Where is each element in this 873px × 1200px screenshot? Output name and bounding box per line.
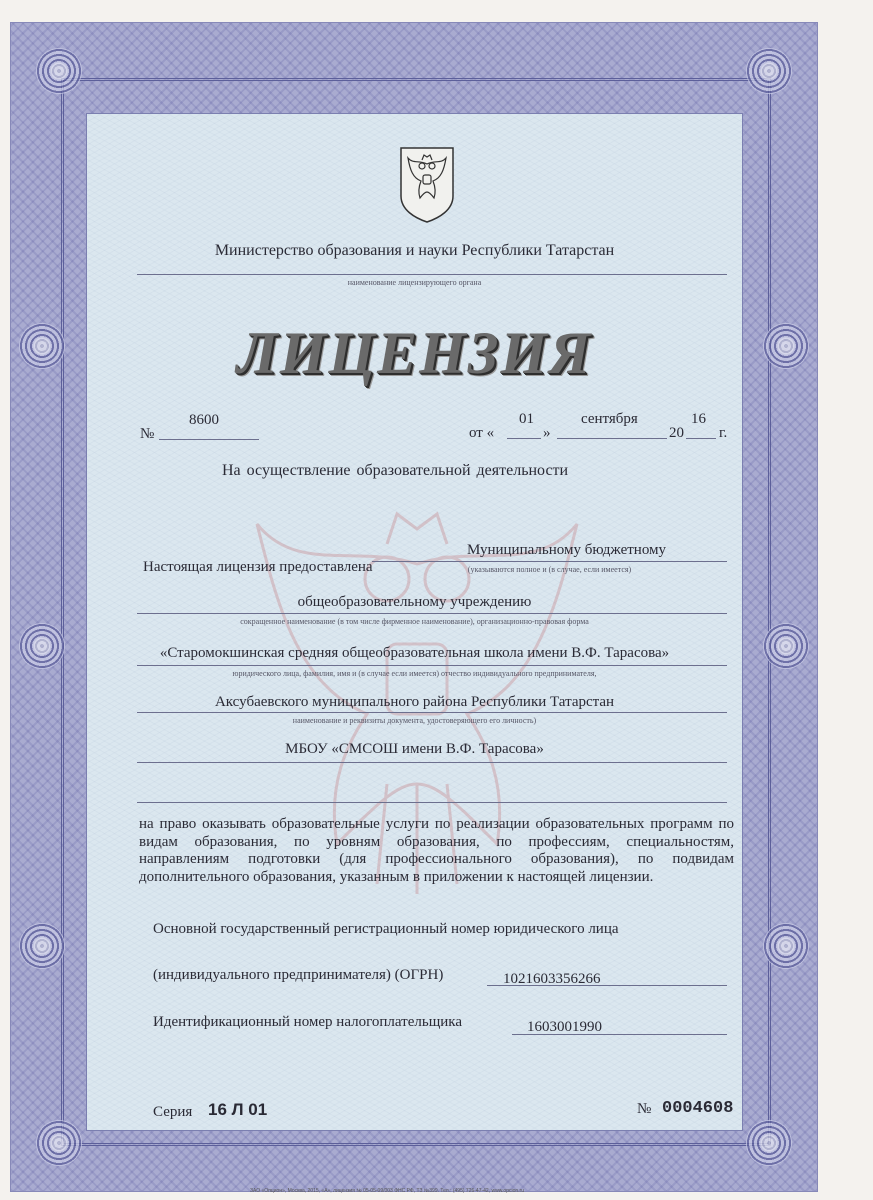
date-year-suffix: г. xyxy=(719,425,728,441)
blank-number-sign: № xyxy=(637,1101,652,1117)
ornament-rosette xyxy=(746,48,792,94)
license-field xyxy=(86,113,743,1131)
holder-caption-2: сокращенное наименование (в том числе фирменное наименование), организационно-правовая форма xyxy=(240,617,589,626)
series-label: Серия xyxy=(153,1104,193,1120)
ornament-rosette xyxy=(763,923,809,969)
license-border xyxy=(10,22,818,1192)
holder-underline-1 xyxy=(372,561,727,562)
date-month: сентября xyxy=(581,411,638,427)
holder-caption-1: (указываются полное и (в случае, если имеется) xyxy=(467,565,632,574)
series-value: 16 Л 01 xyxy=(208,1100,268,1119)
date-day-suffix: » xyxy=(543,425,551,441)
license-number-sign: № xyxy=(140,426,155,442)
date-year: 16 xyxy=(691,411,706,427)
ornament-rosette xyxy=(763,323,809,369)
blank-number: 0004608 xyxy=(662,1099,734,1118)
date-day: 01 xyxy=(519,411,534,427)
holder-underline-3 xyxy=(137,665,727,666)
ornament-rosette xyxy=(746,1120,792,1166)
ministry-name: Министерство образования и науки Республики Татарстан xyxy=(214,242,615,259)
ogrn-label-1: Основной государственный регистрационный номер юридического лица xyxy=(153,921,619,937)
date-prefix: от « xyxy=(469,425,495,441)
holder-line-3: «Старомокшинская средняя общеобразовательная школа имени В.Ф. Тарасова» xyxy=(159,645,670,661)
granted-label: Настоящая лицензия предоставлена xyxy=(143,559,373,575)
ornament-rosette xyxy=(36,48,82,94)
ornament-rosette xyxy=(19,323,65,369)
holder-caption-4: наименование и реквизиты документа, удостоверяющего его личность) xyxy=(292,716,537,725)
license-number: 8600 xyxy=(189,412,219,428)
license-number-underline xyxy=(159,439,259,440)
date-year-underline xyxy=(686,438,716,439)
ornament-rosette xyxy=(763,623,809,669)
ministry-caption: наименование лицензирующего органа xyxy=(347,278,482,287)
ornament-rosette xyxy=(19,623,65,669)
rights-text: на право оказывать образовательные услуги по реализации образовательных программ по видам образования, по уровням образования, по профессиям, специальностям, направлениям подготовки (для профессионального образования), по подвидам дополнительного образования, указанным в приложении к настоящей лицензии. xyxy=(139,816,734,885)
holder-short-name: МБОУ «СМСОШ имени В.Ф. Тарасова» xyxy=(285,741,544,757)
printer-line: ЗАО «Опцион», Москва, 2015, «А», лицензия № 05-05-09/003 ФНС РФ, ТЗ №399. Тел.: (495) 726-47-42, www.opcion.ru xyxy=(250,1188,524,1194)
ornament-rosette xyxy=(36,1120,82,1166)
date-year-prefix: 20 xyxy=(669,425,684,441)
holder-underline-2 xyxy=(137,613,727,614)
holder-underline-5 xyxy=(137,762,727,763)
holder-caption-3: юридического лица, фамилия, имя и (в случае если имеется) отчество индивидуального предпринимателя, xyxy=(232,669,597,678)
coat-of-arms-icon xyxy=(397,144,457,224)
ogrn-value: 1021603356266 xyxy=(503,971,601,987)
inn-value: 1603001990 xyxy=(527,1019,602,1035)
holder-line-2: общеобразовательному учреждению xyxy=(297,594,532,610)
inn-label: Идентификационный номер налогоплательщика xyxy=(153,1014,463,1030)
date-month-underline xyxy=(557,438,667,439)
ministry-underline xyxy=(137,274,727,275)
document-title: ЛИЦЕНЗИЯ xyxy=(236,320,593,386)
ogrn-label-2: (индивидуального предпринимателя) (ОГРН) xyxy=(153,967,444,983)
date-day-underline xyxy=(507,438,541,439)
holder-underline-6 xyxy=(137,802,727,803)
activity-type: На осуществление образовательной деятельности xyxy=(222,462,569,479)
ornament-rosette xyxy=(19,923,65,969)
holder-line-4: Аксубаевского муниципального района Республики Татарстан xyxy=(214,694,615,710)
holder-underline-4 xyxy=(137,712,727,713)
holder-line-1: Муниципальному бюджетному xyxy=(467,542,667,558)
